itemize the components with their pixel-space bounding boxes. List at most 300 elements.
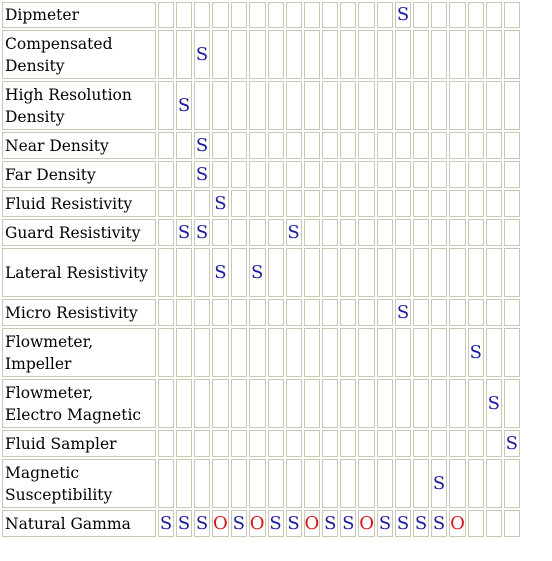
standard-mark: S bbox=[340, 510, 356, 537]
matrix-cell bbox=[504, 328, 520, 377]
matrix-cell bbox=[249, 30, 266, 79]
matrix-cell bbox=[212, 132, 229, 159]
tool-name: Dipmeter bbox=[2, 2, 156, 28]
matrix-cell bbox=[340, 161, 356, 188]
matrix-cell bbox=[304, 30, 321, 79]
matrix-cell bbox=[212, 30, 229, 79]
matrix-cell bbox=[395, 132, 411, 159]
matrix-cell bbox=[377, 132, 393, 159]
matrix-cell bbox=[286, 248, 302, 297]
matrix-cell bbox=[504, 379, 520, 428]
matrix-cell bbox=[431, 299, 447, 326]
matrix-cell bbox=[468, 132, 484, 159]
matrix-cell bbox=[231, 328, 247, 377]
matrix-cell bbox=[286, 81, 302, 130]
tool-row bbox=[2, 248, 520, 297]
matrix-cell bbox=[486, 459, 502, 508]
matrix-cell bbox=[231, 219, 247, 246]
matrix-cell bbox=[395, 459, 411, 508]
matrix-cell bbox=[413, 299, 429, 326]
standard-mark: S bbox=[158, 510, 174, 537]
matrix-cell bbox=[340, 219, 356, 246]
matrix-cell bbox=[322, 132, 338, 159]
matrix-cell bbox=[286, 430, 302, 457]
matrix-cell bbox=[431, 81, 447, 130]
matrix-cell bbox=[395, 248, 411, 297]
matrix-cell bbox=[231, 299, 247, 326]
standard-mark: S bbox=[468, 328, 484, 377]
matrix-cell bbox=[176, 161, 192, 188]
matrix-cell bbox=[212, 81, 229, 130]
matrix-cell bbox=[322, 81, 338, 130]
matrix-cell bbox=[340, 328, 356, 377]
matrix-cell bbox=[176, 379, 192, 428]
matrix-cell bbox=[322, 2, 338, 28]
tool-name: Near Density bbox=[2, 132, 156, 159]
matrix-cell bbox=[158, 30, 174, 79]
matrix-cell bbox=[413, 459, 429, 508]
matrix-cell bbox=[468, 161, 484, 188]
matrix-cell bbox=[468, 459, 484, 508]
matrix-cell bbox=[231, 132, 247, 159]
tool-row bbox=[2, 299, 520, 326]
matrix-cell bbox=[358, 190, 375, 217]
matrix-cell bbox=[231, 2, 247, 28]
standard-mark: S bbox=[395, 510, 411, 537]
matrix-cell bbox=[395, 190, 411, 217]
matrix-cell bbox=[194, 379, 210, 428]
tool-name: Lateral Resistivity bbox=[2, 248, 156, 297]
matrix-cell bbox=[413, 30, 429, 79]
matrix-cell bbox=[268, 2, 284, 28]
standard-mark: S bbox=[431, 459, 447, 508]
matrix-cell bbox=[431, 248, 447, 297]
matrix-cell bbox=[449, 190, 466, 217]
standard-mark: S bbox=[176, 219, 192, 246]
matrix-cell bbox=[176, 328, 192, 377]
standard-mark: S bbox=[194, 161, 210, 188]
matrix-cell bbox=[212, 219, 229, 246]
matrix-cell bbox=[431, 132, 447, 159]
matrix-cell bbox=[431, 219, 447, 246]
matrix-cell bbox=[231, 30, 247, 79]
matrix-cell bbox=[486, 248, 502, 297]
matrix-cell bbox=[286, 459, 302, 508]
matrix-cell bbox=[358, 299, 375, 326]
matrix-cell bbox=[268, 132, 284, 159]
matrix-cell bbox=[431, 328, 447, 377]
matrix-cell bbox=[486, 328, 502, 377]
matrix-cell bbox=[268, 459, 284, 508]
matrix-cell bbox=[413, 190, 429, 217]
matrix-cell bbox=[304, 161, 321, 188]
matrix-cell bbox=[449, 459, 466, 508]
standard-mark: S bbox=[231, 510, 247, 537]
tool-name: Flowmeter, Impeller bbox=[2, 328, 156, 377]
matrix-cell bbox=[340, 2, 356, 28]
matrix-cell bbox=[468, 81, 484, 130]
matrix-cell bbox=[231, 161, 247, 188]
matrix-cell bbox=[395, 328, 411, 377]
matrix-cell bbox=[176, 248, 192, 297]
matrix-cell bbox=[322, 219, 338, 246]
matrix-cell bbox=[377, 430, 393, 457]
matrix-cell bbox=[449, 2, 466, 28]
matrix-cell bbox=[377, 248, 393, 297]
matrix-cell bbox=[158, 248, 174, 297]
matrix-cell bbox=[377, 190, 393, 217]
matrix-cell bbox=[340, 190, 356, 217]
matrix-cell bbox=[231, 379, 247, 428]
matrix-cell bbox=[249, 81, 266, 130]
optional-mark: O bbox=[212, 510, 229, 537]
matrix-cell bbox=[286, 299, 302, 326]
matrix-cell bbox=[231, 430, 247, 457]
matrix-cell bbox=[322, 430, 338, 457]
matrix-cell bbox=[231, 248, 247, 297]
matrix-cell bbox=[176, 459, 192, 508]
matrix-cell bbox=[212, 459, 229, 508]
matrix-cell bbox=[504, 30, 520, 79]
matrix-cell bbox=[249, 161, 266, 188]
matrix-cell bbox=[176, 190, 192, 217]
matrix-cell bbox=[449, 30, 466, 79]
standard-mark: S bbox=[176, 510, 192, 537]
matrix-cell bbox=[431, 2, 447, 28]
matrix-cell bbox=[377, 30, 393, 79]
matrix-cell bbox=[194, 328, 210, 377]
matrix-cell bbox=[486, 132, 502, 159]
matrix-cell bbox=[194, 430, 210, 457]
matrix-cell bbox=[413, 2, 429, 28]
matrix-cell bbox=[358, 219, 375, 246]
matrix-cell bbox=[377, 459, 393, 508]
matrix-cell bbox=[358, 81, 375, 130]
matrix-cell bbox=[304, 190, 321, 217]
matrix-cell bbox=[268, 190, 284, 217]
matrix-cell bbox=[194, 81, 210, 130]
matrix-cell bbox=[358, 459, 375, 508]
optional-mark: O bbox=[249, 510, 266, 537]
matrix-cell bbox=[468, 379, 484, 428]
standard-mark: S bbox=[268, 510, 284, 537]
matrix-cell bbox=[322, 328, 338, 377]
matrix-cell bbox=[268, 248, 284, 297]
matrix-cell bbox=[486, 2, 502, 28]
matrix-cell bbox=[212, 430, 229, 457]
matrix-cell bbox=[212, 2, 229, 28]
matrix-cell bbox=[504, 132, 520, 159]
matrix-cell bbox=[249, 328, 266, 377]
matrix-cell bbox=[194, 2, 210, 28]
matrix-cell bbox=[358, 248, 375, 297]
matrix-cell bbox=[413, 132, 429, 159]
matrix-cell bbox=[322, 299, 338, 326]
matrix-cell bbox=[431, 430, 447, 457]
tool-name: High Resolution Density bbox=[2, 81, 156, 130]
matrix-cell bbox=[340, 459, 356, 508]
matrix-cell bbox=[194, 459, 210, 508]
matrix-cell bbox=[158, 161, 174, 188]
standard-mark: S bbox=[194, 219, 210, 246]
tool-row bbox=[2, 459, 520, 508]
matrix-cell bbox=[468, 510, 484, 537]
matrix-cell bbox=[377, 219, 393, 246]
standard-mark: S bbox=[212, 190, 229, 217]
standard-mark: S bbox=[212, 248, 229, 297]
matrix-cell bbox=[231, 459, 247, 508]
matrix-cell bbox=[504, 190, 520, 217]
matrix-cell bbox=[268, 30, 284, 79]
matrix-cell bbox=[268, 161, 284, 188]
standard-mark: S bbox=[377, 510, 393, 537]
tool-row bbox=[2, 510, 520, 537]
matrix-cell bbox=[504, 161, 520, 188]
matrix-cell bbox=[486, 510, 502, 537]
tool-row bbox=[2, 81, 520, 130]
matrix-cell bbox=[486, 81, 502, 130]
tool-row bbox=[2, 328, 520, 377]
matrix-cell bbox=[340, 81, 356, 130]
tool-row bbox=[2, 161, 520, 188]
standard-mark: S bbox=[486, 379, 502, 428]
matrix-cell bbox=[268, 430, 284, 457]
matrix-cell bbox=[304, 379, 321, 428]
matrix-cell bbox=[340, 248, 356, 297]
tool-name: Flowmeter, Electro Magnetic bbox=[2, 379, 156, 428]
matrix-cell bbox=[340, 299, 356, 326]
matrix-cell bbox=[212, 299, 229, 326]
matrix-cell bbox=[304, 81, 321, 130]
matrix-cell bbox=[249, 132, 266, 159]
matrix-cell bbox=[449, 161, 466, 188]
matrix-cell bbox=[231, 81, 247, 130]
matrix-cell bbox=[504, 219, 520, 246]
matrix-cell bbox=[395, 81, 411, 130]
matrix-cell bbox=[176, 132, 192, 159]
matrix-cell bbox=[304, 248, 321, 297]
matrix-cell bbox=[212, 161, 229, 188]
matrix-cell bbox=[413, 81, 429, 130]
matrix-cell bbox=[158, 379, 174, 428]
tool-row bbox=[2, 30, 520, 79]
standard-mark: S bbox=[413, 510, 429, 537]
matrix-cell bbox=[158, 190, 174, 217]
matrix-cell bbox=[358, 2, 375, 28]
matrix-cell bbox=[322, 379, 338, 428]
matrix-cell bbox=[322, 30, 338, 79]
optional-mark: O bbox=[304, 510, 321, 537]
matrix-cell bbox=[304, 219, 321, 246]
matrix-cell bbox=[158, 219, 174, 246]
matrix-cell bbox=[431, 379, 447, 428]
matrix-cell bbox=[431, 30, 447, 79]
matrix-cell bbox=[249, 459, 266, 508]
matrix-cell bbox=[468, 219, 484, 246]
matrix-cell bbox=[340, 30, 356, 79]
standard-mark: S bbox=[431, 510, 447, 537]
matrix-cell bbox=[377, 379, 393, 428]
matrix-cell bbox=[304, 430, 321, 457]
standard-mark: S bbox=[395, 2, 411, 28]
matrix-cell bbox=[304, 2, 321, 28]
matrix-cell bbox=[322, 161, 338, 188]
standard-mark: S bbox=[504, 430, 520, 457]
matrix-cell bbox=[158, 81, 174, 130]
matrix-cell bbox=[395, 219, 411, 246]
matrix-cell bbox=[377, 161, 393, 188]
tool-name: Natural Gamma bbox=[2, 510, 156, 537]
matrix-cell bbox=[268, 328, 284, 377]
matrix-cell bbox=[486, 161, 502, 188]
matrix-cell bbox=[268, 299, 284, 326]
matrix-cell bbox=[377, 2, 393, 28]
matrix-cell bbox=[395, 379, 411, 428]
matrix-cell bbox=[286, 328, 302, 377]
matrix-cell bbox=[304, 299, 321, 326]
matrix-cell bbox=[468, 2, 484, 28]
matrix-cell bbox=[249, 190, 266, 217]
matrix-cell bbox=[377, 328, 393, 377]
matrix-cell bbox=[449, 328, 466, 377]
matrix-cell bbox=[286, 190, 302, 217]
matrix-cell bbox=[249, 379, 266, 428]
standard-mark: S bbox=[194, 30, 210, 79]
matrix-cell bbox=[268, 219, 284, 246]
matrix-cell bbox=[176, 30, 192, 79]
matrix-cell bbox=[268, 81, 284, 130]
tool-row bbox=[2, 2, 520, 28]
matrix-cell bbox=[449, 430, 466, 457]
matrix-cell bbox=[486, 30, 502, 79]
tool-row bbox=[2, 430, 520, 457]
matrix-cell bbox=[486, 430, 502, 457]
matrix-cell bbox=[286, 379, 302, 428]
matrix-cell bbox=[504, 459, 520, 508]
matrix-cell bbox=[158, 2, 174, 28]
matrix-cell bbox=[504, 299, 520, 326]
matrix-cell bbox=[413, 161, 429, 188]
optional-mark: O bbox=[449, 510, 466, 537]
matrix-cell bbox=[176, 299, 192, 326]
matrix-cell bbox=[504, 2, 520, 28]
matrix-cell bbox=[158, 328, 174, 377]
matrix-cell bbox=[431, 161, 447, 188]
matrix-cell bbox=[194, 190, 210, 217]
matrix-cell bbox=[504, 248, 520, 297]
tool-name: Fluid Sampler bbox=[2, 430, 156, 457]
matrix-cell bbox=[158, 430, 174, 457]
matrix-cell bbox=[413, 379, 429, 428]
tool-row bbox=[2, 379, 520, 428]
matrix-cell bbox=[449, 248, 466, 297]
standard-mark: S bbox=[286, 219, 302, 246]
matrix-cell bbox=[212, 379, 229, 428]
matrix-cell bbox=[304, 328, 321, 377]
matrix-cell bbox=[377, 81, 393, 130]
matrix-cell bbox=[449, 132, 466, 159]
matrix-cell bbox=[176, 430, 192, 457]
matrix-cell bbox=[286, 2, 302, 28]
matrix-cell bbox=[413, 248, 429, 297]
tool-name: Far Density bbox=[2, 161, 156, 188]
matrix-cell bbox=[158, 132, 174, 159]
matrix-cell bbox=[395, 161, 411, 188]
standard-mark: S bbox=[194, 510, 210, 537]
tool-row bbox=[2, 219, 520, 246]
matrix-cell bbox=[322, 190, 338, 217]
matrix-cell bbox=[358, 379, 375, 428]
tool-name: Magnetic Susceptibility bbox=[2, 459, 156, 508]
matrix-cell bbox=[231, 190, 247, 217]
matrix-cell bbox=[449, 219, 466, 246]
matrix-cell bbox=[358, 132, 375, 159]
matrix-cell bbox=[286, 161, 302, 188]
standard-mark: S bbox=[286, 510, 302, 537]
standard-mark: S bbox=[395, 299, 411, 326]
matrix-cell bbox=[486, 299, 502, 326]
matrix-cell bbox=[468, 30, 484, 79]
matrix-cell bbox=[449, 379, 466, 428]
matrix-cell bbox=[413, 328, 429, 377]
matrix-cell bbox=[249, 2, 266, 28]
matrix-cell bbox=[395, 430, 411, 457]
matrix-cell bbox=[340, 132, 356, 159]
matrix-cell bbox=[158, 299, 174, 326]
standard-mark: S bbox=[249, 248, 266, 297]
matrix-cell bbox=[413, 430, 429, 457]
matrix-cell bbox=[340, 379, 356, 428]
matrix-cell bbox=[304, 132, 321, 159]
matrix-cell bbox=[504, 510, 520, 537]
matrix-cell bbox=[304, 459, 321, 508]
tool-name: Fluid Resistivity bbox=[2, 190, 156, 217]
matrix-cell bbox=[377, 299, 393, 326]
standard-mark: S bbox=[194, 132, 210, 159]
standard-mark: S bbox=[176, 81, 192, 130]
matrix-cell bbox=[413, 219, 429, 246]
matrix-cell bbox=[358, 328, 375, 377]
matrix-cell bbox=[194, 248, 210, 297]
standard-mark: S bbox=[322, 510, 338, 537]
matrix-cell bbox=[468, 299, 484, 326]
matrix-cell bbox=[468, 190, 484, 217]
matrix-cell bbox=[249, 430, 266, 457]
matrix-cell bbox=[176, 2, 192, 28]
matrix-cell bbox=[504, 81, 520, 130]
matrix-cell bbox=[486, 219, 502, 246]
matrix-cell bbox=[358, 430, 375, 457]
optional-mark: O bbox=[358, 510, 375, 537]
matrix-cell bbox=[286, 30, 302, 79]
tool-row bbox=[2, 132, 520, 159]
matrix-cell bbox=[340, 430, 356, 457]
matrix-cell bbox=[249, 299, 266, 326]
matrix-cell bbox=[322, 248, 338, 297]
tool-name: Compensated Density bbox=[2, 30, 156, 79]
matrix-cell bbox=[286, 132, 302, 159]
matrix-cell bbox=[194, 299, 210, 326]
matrix-cell bbox=[449, 81, 466, 130]
matrix-cell bbox=[358, 161, 375, 188]
matrix-cell bbox=[431, 190, 447, 217]
matrix-cell bbox=[395, 30, 411, 79]
matrix-cell bbox=[486, 190, 502, 217]
matrix-cell bbox=[322, 459, 338, 508]
matrix-cell bbox=[158, 459, 174, 508]
tool-name: Micro Resistivity bbox=[2, 299, 156, 326]
matrix-cell bbox=[268, 379, 284, 428]
